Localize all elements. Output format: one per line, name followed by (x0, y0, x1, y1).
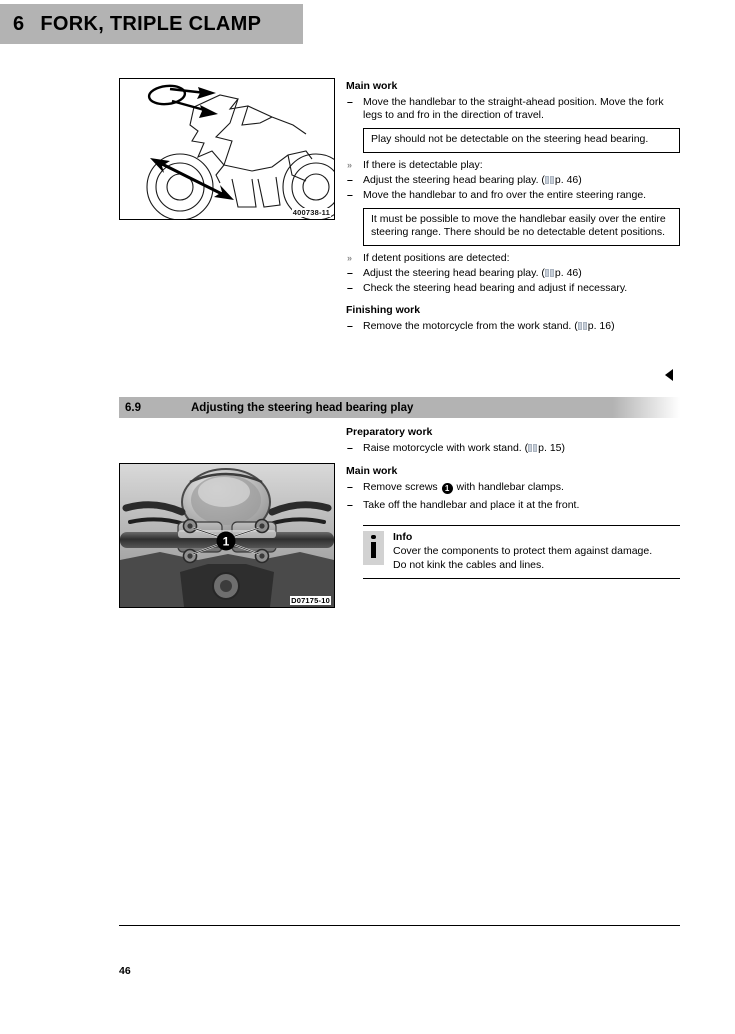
info-box (363, 525, 680, 579)
step-text: Move the handlebar to the straight-ahead position. Move the fork legs to and fro in the direction of travel. (363, 96, 664, 122)
callout-badge-1: 1 (442, 483, 453, 494)
figure-motorcycle-line-drawing (119, 78, 335, 220)
chevron-bullet-icon: » (347, 159, 353, 170)
figure-id-label: 400738-11 (292, 208, 330, 217)
main-work-step-list-2 (346, 189, 680, 202)
action-text: Adjust the steering head bearing play. ( (363, 173, 545, 186)
info-icon-stem (371, 542, 376, 558)
section-header-bar-6-9 (119, 397, 680, 418)
condition-list-2 (346, 252, 680, 296)
preparatory-work-list (346, 442, 680, 455)
info-icon (363, 531, 384, 565)
book-reference-icon (528, 444, 537, 452)
dash-bullet-icon (347, 481, 353, 494)
page-reference: p. 46) (554, 266, 582, 279)
book-reference-icon (545, 176, 554, 184)
chapter-title: FORK, TRIPLE CLAMP (40, 12, 262, 35)
list-item (346, 481, 680, 494)
list-item (346, 267, 680, 280)
dash-bullet-icon (347, 320, 353, 333)
result-text: It must be possible to move the handlebar easily over the entire steering range. There should be no detectable detent positions. (371, 213, 666, 239)
list-item (346, 159, 680, 172)
dash-bullet-icon (347, 282, 353, 295)
section-69-instruction-column (346, 426, 680, 579)
book-reference-icon (578, 322, 587, 330)
list-item (346, 96, 680, 122)
step-text-post: with handlebar clamps. (456, 481, 564, 494)
condition-list-1 (346, 159, 680, 187)
page-reference: p. 15) (538, 442, 565, 454)
result-box-steering-range (363, 208, 680, 245)
preparatory-work-heading: Preparatory work (346, 426, 433, 438)
dash-bullet-icon (347, 96, 353, 109)
list-item (346, 189, 680, 202)
figure-callout-number: 1 (222, 534, 230, 549)
info-icon-dot (371, 535, 376, 540)
page-number: 46 (119, 965, 131, 977)
chapter-number: 6 (13, 12, 25, 35)
condition-text: If detent positions are detected: (363, 251, 510, 264)
dash-bullet-icon (347, 267, 353, 280)
section-69-main-work-list (346, 481, 680, 512)
step-text: Move the handlebar to and fro over the entire steering range. (363, 189, 647, 202)
step-text: Raise motorcycle with work stand. ( (363, 442, 529, 454)
step-text: Take off the handlebar and place it at the front. (363, 499, 580, 512)
info-line-2: Do not kink the cables and lines. (393, 558, 545, 571)
list-item (346, 320, 680, 333)
section-number: 6.9 (125, 401, 141, 414)
action-text: Check the steering head bearing and adjust if necessary. (363, 282, 628, 295)
page-reference: p. 16) (587, 320, 615, 333)
dash-bullet-icon (347, 174, 353, 187)
motorcycle-diagram-svg (120, 79, 334, 219)
list-item (346, 174, 680, 187)
finishing-work-list (346, 320, 680, 333)
result-text: Play should not be detectable on the steering head bearing. (371, 133, 649, 146)
book-reference-icon (545, 269, 554, 277)
list-item (346, 442, 680, 455)
handlebar-photo-svg (120, 464, 334, 607)
list-item (346, 252, 680, 265)
condition-text: If there is detectable play: (363, 158, 483, 171)
chevron-bullet-icon: » (347, 252, 353, 263)
figure-handlebar-clamp-photo (119, 463, 335, 608)
figure-id-label: D07175-10 (291, 596, 330, 605)
finishing-work-heading: Finishing work (346, 304, 421, 317)
action-text: Adjust the steering head bearing play. ( (363, 266, 545, 279)
step-text-pre: Remove screws (363, 481, 438, 494)
list-item (346, 282, 680, 295)
main-work-heading: Main work (346, 465, 398, 478)
main-work-step-list (346, 96, 680, 122)
chapter-header-bar (0, 4, 303, 44)
dash-bullet-icon (347, 442, 353, 455)
top-instruction-column (346, 80, 680, 335)
step-text: Remove the motorcycle from the work stand. ( (363, 320, 578, 333)
info-title: Info (393, 530, 413, 543)
dash-bullet-icon (347, 189, 353, 202)
page-reference: p. 46) (554, 173, 582, 186)
main-work-heading: Main work (346, 80, 398, 92)
result-box-play (363, 128, 680, 152)
info-box-bottom-rule (363, 578, 680, 579)
margin-triangle-marker-icon (665, 369, 673, 381)
list-item (346, 499, 680, 512)
footer-rule (119, 925, 680, 926)
info-line-1: Cover the components to protect them against damage. (393, 545, 653, 558)
dash-bullet-icon (347, 499, 353, 512)
section-title: Adjusting the steering head bearing play (191, 401, 414, 414)
